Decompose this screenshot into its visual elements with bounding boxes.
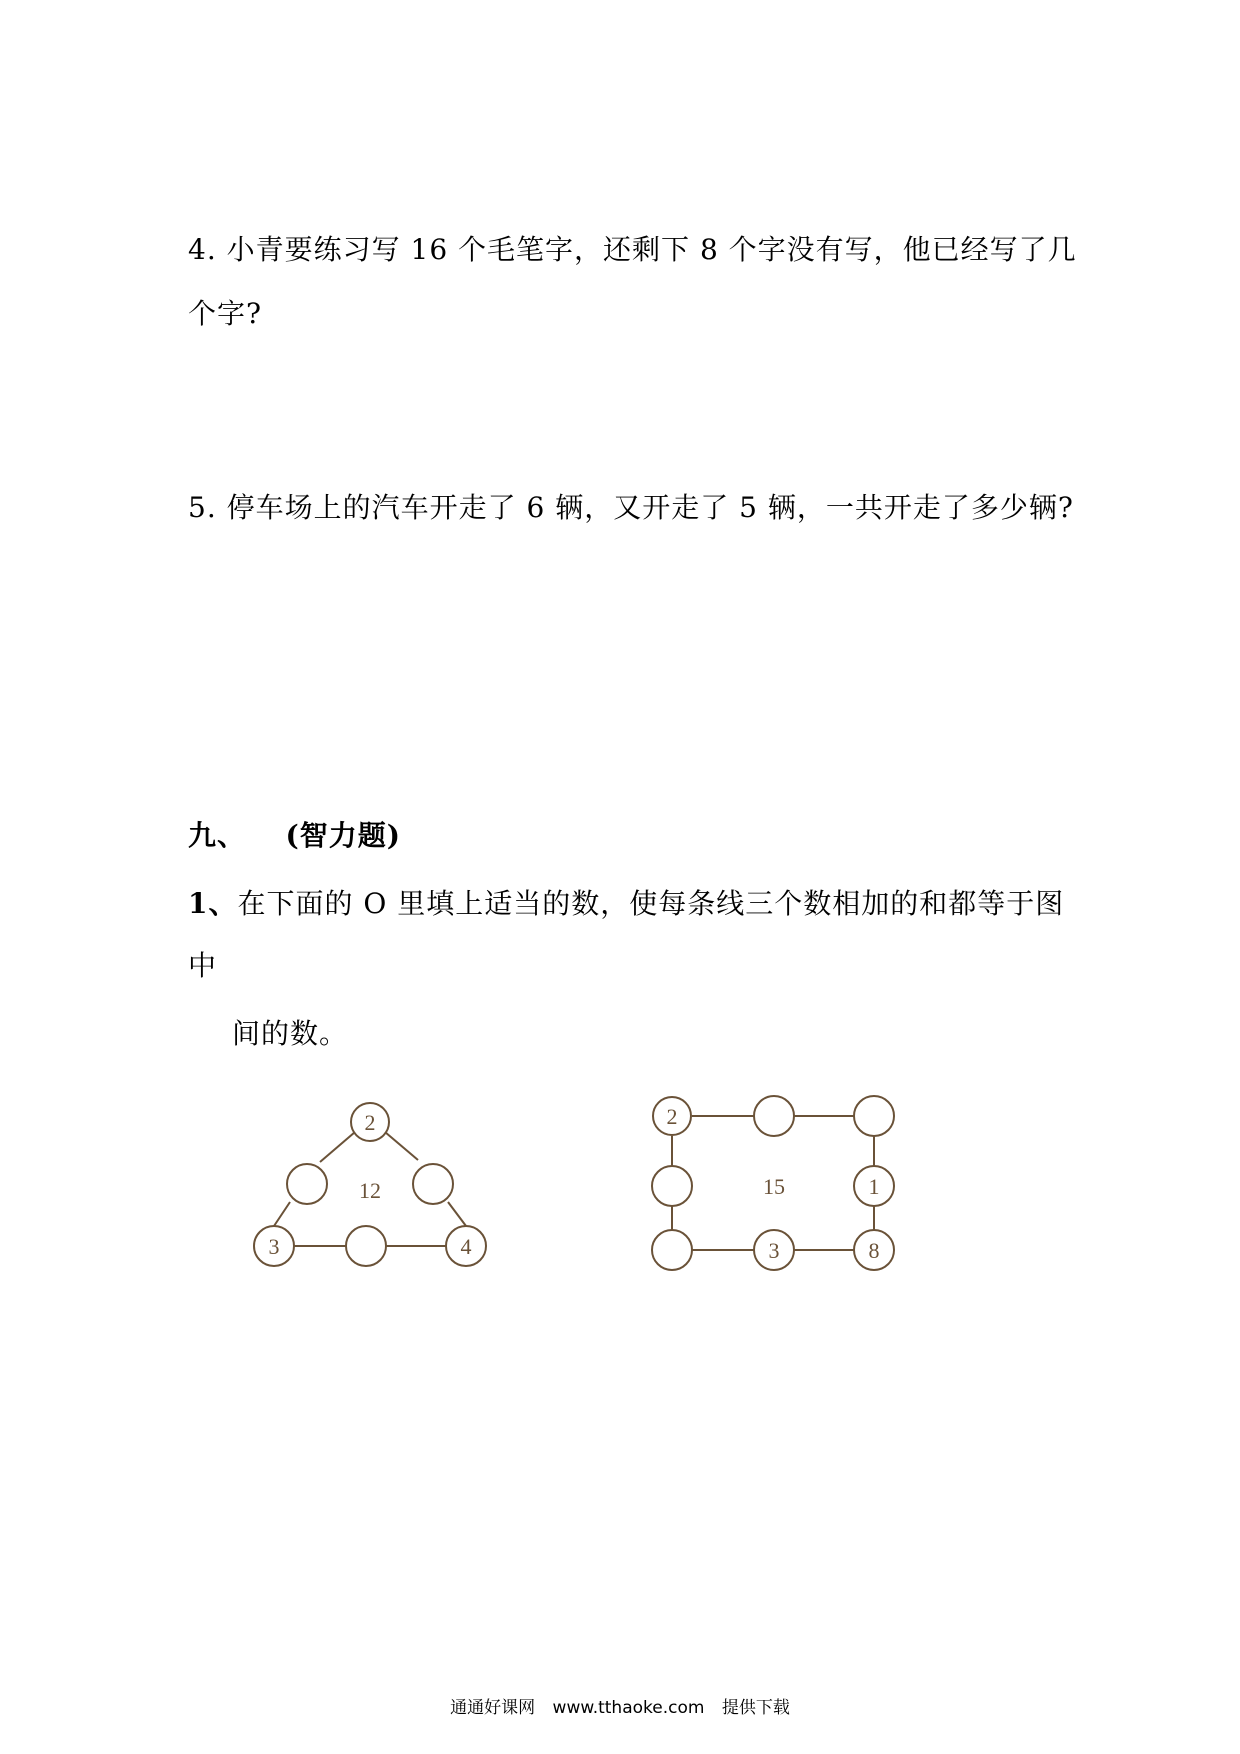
footer-url[interactable]: www.tthaoke.com	[552, 1698, 705, 1718]
square-circle-left-middle-blank[interactable]	[652, 1166, 692, 1206]
section-heading	[188, 818, 401, 854]
triangle-circle-bottom-blank[interactable]	[346, 1226, 386, 1266]
triangle-edge-right-upper	[385, 1132, 418, 1160]
triangle-top-number: 2	[364, 1110, 376, 1135]
footer-site-name: 通通好课网	[450, 1698, 536, 1718]
section-number: 九、	[188, 819, 247, 852]
triangle-edge-left-upper	[320, 1132, 355, 1162]
page-footer	[0, 1696, 1240, 1720]
puzzle-line-1	[188, 886, 1064, 922]
square-bottom-right-number: 8	[868, 1238, 880, 1263]
problem-4-line-2: 个字?	[188, 297, 263, 330]
triangle-bottom-left-number: 3	[268, 1234, 280, 1259]
problem-4-line-1: 4. 小青要练习写 16 个毛笔字，还剩下 8 个字没有写，他已经写了几	[188, 233, 1077, 266]
triangle-bottom-right-number: 4	[460, 1234, 472, 1259]
square-circle-top-middle-blank[interactable]	[754, 1096, 794, 1136]
triangle-circle-right-blank[interactable]	[413, 1164, 453, 1204]
square-top-left-number: 2	[666, 1104, 678, 1129]
triangle-edge-right-lower	[448, 1202, 466, 1226]
triangle-edge-left-lower	[274, 1202, 290, 1226]
puzzle-number: 1、	[188, 887, 238, 920]
triangle-center-number: 12	[359, 1178, 381, 1203]
puzzle-line-3: 间的数。	[232, 1017, 349, 1050]
footer-suffix: 提供下载	[721, 1698, 790, 1718]
puzzle-text-1: 在下面的 O 里填上适当的数，使每条线三个数相加的和都等于图	[237, 887, 1065, 920]
triangle-circle-left-blank[interactable]	[287, 1164, 327, 1204]
problem-5: 5. 停车场上的汽车开走了 6 辆，又开走了 5 辆，一共开走了多少辆?	[188, 491, 1074, 524]
triangle-figure	[240, 1100, 500, 1300]
square-center-number: 15	[763, 1174, 785, 1199]
puzzle-line-2: 中	[188, 949, 218, 982]
square-right-middle-number: 1	[868, 1174, 880, 1199]
section-title: (智力题)	[285, 819, 402, 852]
square-circle-top-right-blank[interactable]	[854, 1096, 894, 1136]
square-figure	[640, 1096, 920, 1306]
square-bottom-middle-number: 3	[768, 1238, 780, 1263]
square-circle-bottom-left-blank[interactable]	[652, 1230, 692, 1270]
